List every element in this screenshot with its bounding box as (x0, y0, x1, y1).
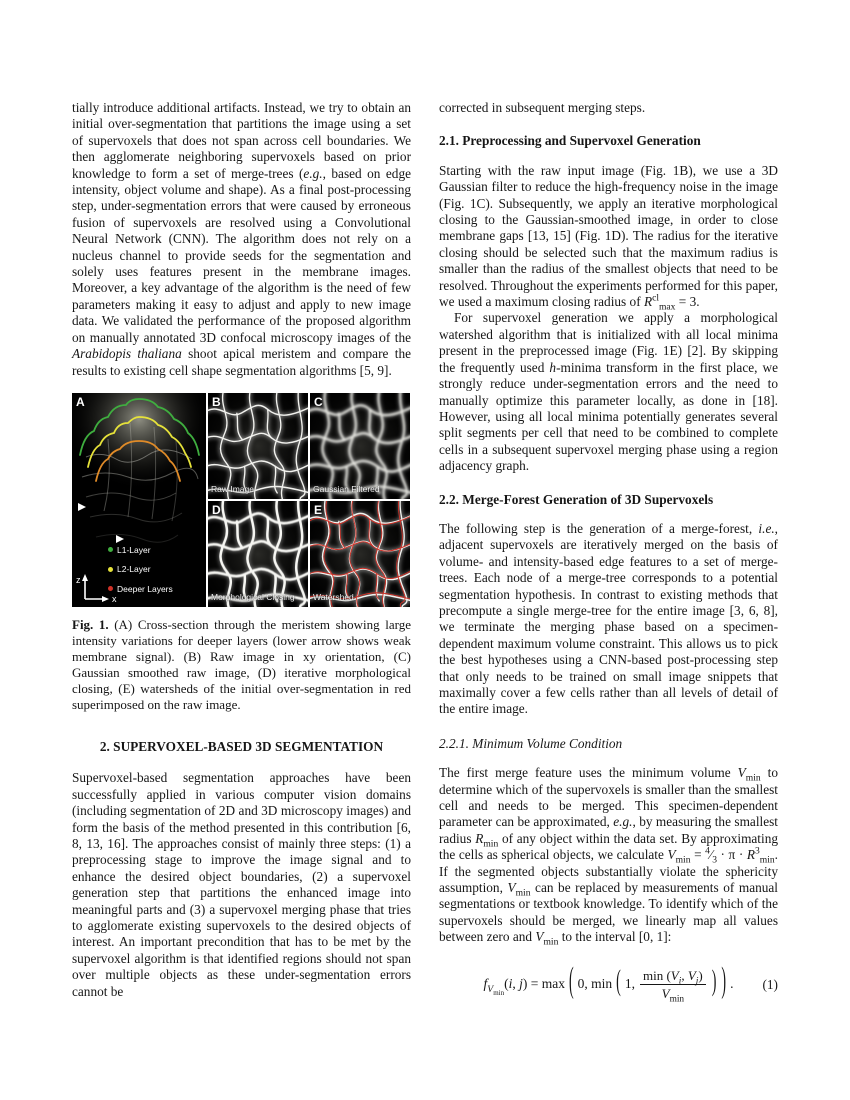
panel-caption-b: Raw Image (211, 483, 254, 494)
open-paren-outer: ( (568, 963, 574, 1003)
figure-1-caption (72, 617, 411, 713)
l2-color-dot (108, 567, 113, 572)
panel-letter-e: E (314, 502, 323, 517)
figure-panel-d (208, 501, 308, 607)
figure-panel-a (72, 393, 206, 607)
axis-z-label: z (76, 574, 81, 585)
equation-arg1: 0, min (577, 976, 613, 992)
paragraph: The first merge feature uses the minimum volume $V_{min}$ to determine which of the supervoxels is smaller than the smallest cell and needs to be merged. This specimen-dependent parameter can be approximated, e.g., by measuring the smallest radius $R_{min}$ of any object within the data set. By approximating the cells as spherical objects, we calculate $V_{min}$ = $^4⁄_3 \cdot \pi \cdot R^3_{min}$. If the segmented objects substantially violate the sphericity assumption, $V_{min}$ can be replaced by measurements of manual segmentations or textbook knowledge. To identify which of the supervoxels should be merged, we linearly map all values between zero and $V_{min}$ to the interval [0, 1]: (439, 765, 778, 948)
panel-caption-d: Morphological Closing (211, 591, 295, 602)
paragraph: corrected in subsequent merging steps. (439, 100, 646, 115)
axis-indicator (85, 579, 104, 599)
legend-label: L2-Layer (117, 564, 151, 575)
equation-1 (439, 962, 778, 1008)
figure-panel-b (208, 393, 308, 499)
panel-caption-c: Gaussian Filtered (313, 483, 380, 494)
figure-panel-e (310, 501, 410, 607)
figure-caption-lead: Fig. 1. (72, 616, 109, 632)
legend-item-l1 (108, 542, 173, 558)
fraction-denominator: $V_{min}$ (661, 986, 685, 1005)
paragraph: The following step is the generation of a merge-forest, i.e., adjacent supervoxels are iteratively merged on the basis of volume- and intensity-based edge features to a set of merge-trees. Each node of a merge-tree corresponds to a potential segmentation hypothesis. In contrast to existing methods that precompute a single merge-tree for the entire image [3, 6, 8], we terminate the merging phase based on a specimen-dependent maximum volume constraint. This allows us to pick the best hypotheses using a CNN-based post-processing step that only needs to be trained on small image snippets that maximally cover a few cells rather than all levels of detail of the entire image. (439, 520, 778, 717)
equation-period: . (730, 976, 734, 992)
equation-arg2: 1, (624, 976, 635, 992)
left-column (72, 100, 411, 1008)
equation-number: (1) (762, 976, 778, 992)
deeper-color-dot (108, 586, 113, 591)
fraction (640, 968, 706, 1005)
right-column (439, 100, 778, 1008)
panel-caption-e: Watershed (313, 591, 354, 602)
figure-panel-c (310, 393, 410, 499)
panel-letter-c: C (314, 394, 323, 409)
section-2-2-heading: 2.2. Merge-Forest Generation of 3D Supervoxels (439, 491, 714, 507)
paragraph: Starting with the raw input image (Fig. 1B), we use a 3D Gaussian filter to reduce the high-frequency noise in the image (Fig. 1C). Subsequently, we apply an iterative morphological closing to the Gaussian-smoothed image, in order to close membrane gaps [13, 15] (Fig. 1D). The radius for the iterative closing should be selected such that the maximum radius is smaller than the radius of the smallest objects that need to be resolved. Throughout the experiments performed for this paper, we used a maximum closing radius of $R^{cl}_{max} = 3$. (439, 162, 778, 313)
panel-letter-d: D (212, 502, 221, 517)
layer-legend (108, 542, 173, 597)
equation-lhs: $f_{V_{min}}(i$, j) = max (483, 976, 565, 997)
open-paren-inner: ( (616, 967, 621, 1000)
legend-label: L1-Layer (117, 544, 151, 555)
legend-label: Deeper Layers (117, 583, 173, 594)
equation-body (483, 963, 734, 1005)
close-paren-inner: ) (711, 967, 717, 1000)
panel-letter-b: B (212, 394, 221, 409)
section-2-2-1-heading: 2.2.1. Minimum Volume Condition (439, 735, 623, 751)
fraction-numerator: $\min (V_i$, $V_j$) (640, 968, 706, 985)
l1-color-dot (108, 547, 113, 552)
section-2-1-heading: 2.1. Preprocessing and Supervoxel Generation (439, 133, 701, 149)
legend-item-deeper (108, 581, 173, 597)
panel-letter-a: A (76, 394, 85, 409)
figure-1-panels (72, 393, 410, 607)
figure-caption-text: (A) Cross-section through the meristem showing large intensity variations for deeper layers (lower arrow shows weak membrane signal). (B) Raw image in xy orientation, (C) Gaussian smoothed raw image, (D) iterative morphological closing, (E) watersheds of the initial over-segmentation in red superimposed on the raw image. (72, 616, 411, 712)
paragraph: For supervoxel generation we apply a morphological watershed algorithm that is initialized with all local minima present in the preprocessed image (Fig. 1E) [2]. By skipping the frequently used h-minima transform in the first place, we strongly reduce under-segmentation errors and the need to manually optimize this parameter locally, as done in [18]. However, using all local minima potentially generates several split segments per cell that need to be combined to complete cells in a subsequent supervoxel merging phase using a region adjacency graph. (439, 310, 779, 474)
section-2-heading: 2. SUPERVOXEL-BASED 3D SEGMENTATION (99, 738, 384, 754)
two-column-layout (72, 100, 778, 1008)
legend-item-l2 (108, 561, 173, 577)
paragraph: Supervoxel-based segmentation approaches have been successfully applied in various computer vision domains (including segmentation of 2D and 3D microscopy images) and form the basis of the method presented in this contribution [6, 8, 13, 16]. The approaches consist of mainly three steps: (1) a preprocessing stage to improve the image signal and to enhance the desired object boundaries, (2) a supervoxel generation step that partitions the enhanced image into meaningful parts and (3) a supervoxel merging phase that tries to agglomerate existing supervoxels to the desired objects of interest. An important precondition that has to be met by the supervoxel algorithm is that identified regions should not span over multiple objects as these under-segmentation errors cannot be (72, 770, 411, 999)
paragraph: tially introduce additional artifacts. Instead, we try to obtain an initial over-segmentation that partitions the image using a set of supervoxels that does not span across cell boundaries. We then agglomerate neighboring supervoxels based on prior knowledge to form a set of merge-trees (e.g., based on edge intensity, object volume and shape). As a final post-processing step, under-segmentation errors that were caused by erroneous fusion of supervoxels are resolved using a Convolutional Neural Network (CNN). The algorithm does not rely on a nucleus channel to provide seeds for the segmentation and solely uses features present in the membrane images. Moreover, a key advantage of the algorithm is the need of few parameters making it easy to adjust and apply to new image data. We validated the performance of the proposed algorithm on manually annotated 3D confocal microscopy images of the Arabidopis thaliana shoot apical meristem and compare the results to existing cell shape segmentation algorithms [5, 9]. (72, 100, 411, 378)
figure-1 (72, 393, 411, 713)
axis-x-label: x (112, 593, 117, 604)
close-paren-outer: ) (721, 963, 727, 1003)
